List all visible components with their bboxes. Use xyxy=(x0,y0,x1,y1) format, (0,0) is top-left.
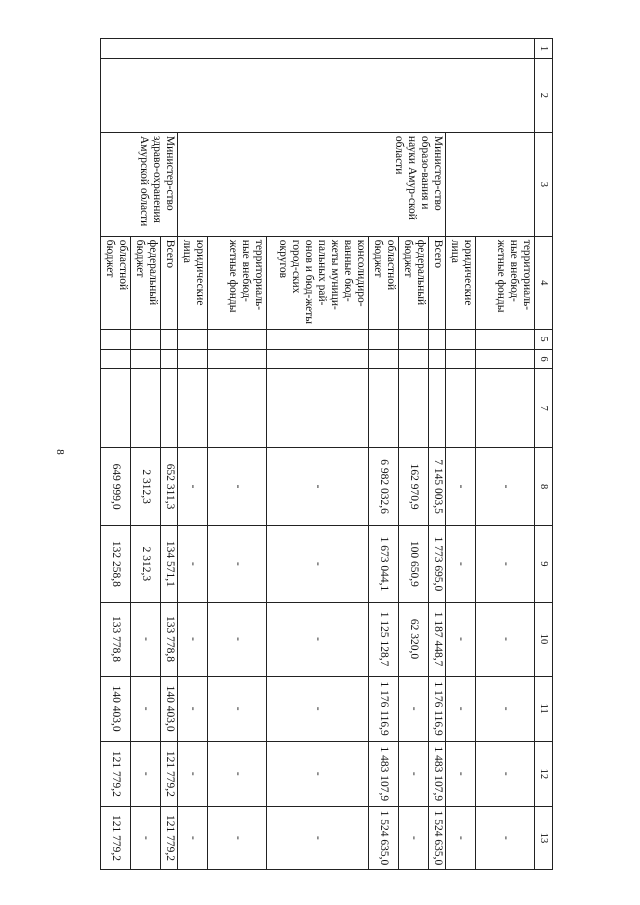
cell-empty xyxy=(476,369,535,447)
col-header: 1 xyxy=(535,39,553,59)
cell-value: - xyxy=(267,602,369,676)
budget-table xyxy=(100,38,553,870)
col-header: 13 xyxy=(535,806,553,869)
cell-value: 1 187 448,7 xyxy=(429,602,446,676)
table-row xyxy=(429,39,446,870)
cell-empty xyxy=(208,349,267,369)
cell-value: - xyxy=(267,806,369,869)
cell-empty xyxy=(177,369,207,447)
cell-col1 xyxy=(101,39,535,59)
cell-empty xyxy=(399,369,429,447)
cell-col2 xyxy=(101,58,535,132)
cell-value: - xyxy=(476,526,535,602)
cell-value: 132 258,8 xyxy=(101,526,131,602)
cell-source: Всего xyxy=(429,236,446,329)
col-header: 6 xyxy=(535,349,553,369)
cell-value: - xyxy=(208,676,267,741)
cell-value: - xyxy=(177,447,207,525)
cell-value: - xyxy=(267,741,369,806)
cell-value: - xyxy=(267,676,369,741)
col-header: 5 xyxy=(535,329,553,349)
cell-value: 1 483 107,9 xyxy=(429,741,446,806)
cell-value: - xyxy=(267,447,369,525)
cell-value: - xyxy=(177,806,207,869)
cell-value: 133 778,8 xyxy=(101,602,131,676)
cell-source: областной бюджет xyxy=(101,236,131,329)
cell-empty xyxy=(267,369,369,447)
cell-empty xyxy=(131,329,161,349)
cell-empty xyxy=(101,329,131,349)
cell-value: - xyxy=(476,741,535,806)
cell-value: 652 311,3 xyxy=(161,447,178,525)
cell-value: 6 982 032,6 xyxy=(369,447,399,525)
cell-empty xyxy=(161,329,178,349)
cell-empty xyxy=(161,349,178,369)
cell-empty xyxy=(446,329,476,349)
cell-empty xyxy=(131,349,161,369)
cell-empty xyxy=(177,349,207,369)
cell-empty xyxy=(429,349,446,369)
cell-value: - xyxy=(446,602,476,676)
cell-empty xyxy=(208,369,267,447)
cell-empty xyxy=(131,369,161,447)
cell-empty xyxy=(399,349,429,369)
cell-value: - xyxy=(399,741,429,806)
cell-source: федеральный бюджет xyxy=(399,236,429,329)
cell-value: - xyxy=(208,526,267,602)
col-header: 2 xyxy=(535,58,553,132)
cell-value: - xyxy=(208,447,267,525)
page-number: 8 xyxy=(54,449,66,455)
cell-value: - xyxy=(446,447,476,525)
rotated-table-wrapper xyxy=(100,38,553,870)
cell-value: 162 970,9 xyxy=(399,447,429,525)
cell-source: консолидиро-ванные бюд-жеты муници-пальных рай-онов и бюд-жеты город-ских округов xyxy=(267,236,369,329)
cell-empty xyxy=(101,369,131,447)
cell-value: 1 483 107,9 xyxy=(369,741,399,806)
cell-value: - xyxy=(131,676,161,741)
cell-value: - xyxy=(177,526,207,602)
table-row xyxy=(476,39,535,870)
table-frame xyxy=(100,38,553,870)
cell-value: - xyxy=(476,447,535,525)
col-header: 3 xyxy=(535,132,553,236)
cell-value: 121 779,2 xyxy=(161,806,178,869)
cell-value: 1 773 695,0 xyxy=(429,526,446,602)
cell-empty xyxy=(177,329,207,349)
col-header: 4 xyxy=(535,236,553,329)
cell-value: - xyxy=(476,806,535,869)
cell-source: Всего xyxy=(161,236,178,329)
cell-empty xyxy=(446,349,476,369)
cell-value: - xyxy=(177,741,207,806)
cell-agency xyxy=(446,132,535,236)
col-header: 9 xyxy=(535,526,553,602)
cell-value: 1 125 128,7 xyxy=(369,602,399,676)
cell-agency: Министер-ство здраво-охранения Амурской области xyxy=(101,132,178,236)
cell-value: 100 650,9 xyxy=(399,526,429,602)
cell-value: 1 524 635,0 xyxy=(369,806,399,869)
col-header: 11 xyxy=(535,676,553,741)
cell-empty xyxy=(476,349,535,369)
cell-empty xyxy=(161,369,178,447)
cell-value: 2 312,3 xyxy=(131,447,161,525)
cell-empty xyxy=(267,329,369,349)
cell-agency: Министер-ство образо-вания и науки Амур-ской области xyxy=(177,132,445,236)
cell-value: - xyxy=(177,602,207,676)
cell-value: - xyxy=(446,526,476,602)
cell-value: - xyxy=(208,806,267,869)
cell-empty xyxy=(369,329,399,349)
cell-value: - xyxy=(446,676,476,741)
cell-source: юридические лица xyxy=(446,236,476,329)
cell-value: 1 524 635,0 xyxy=(429,806,446,869)
header-row xyxy=(535,39,553,870)
cell-empty xyxy=(429,369,446,447)
cell-empty xyxy=(369,349,399,369)
cell-value: 140 403,0 xyxy=(101,676,131,741)
col-header: 10 xyxy=(535,602,553,676)
cell-value: 140 403,0 xyxy=(161,676,178,741)
cell-value: 121 779,2 xyxy=(101,741,131,806)
cell-empty xyxy=(476,329,535,349)
cell-value: 1 673 044,1 xyxy=(369,526,399,602)
cell-value: - xyxy=(446,741,476,806)
cell-source: территориаль-ные внебюд-жетные фонды xyxy=(208,236,267,329)
cell-value: 121 779,2 xyxy=(101,806,131,869)
col-header: 8 xyxy=(535,447,553,525)
cell-value: - xyxy=(131,741,161,806)
cell-empty xyxy=(208,329,267,349)
cell-source: областной бюджет xyxy=(369,236,399,329)
cell-value: - xyxy=(399,806,429,869)
cell-empty xyxy=(446,369,476,447)
cell-empty xyxy=(429,329,446,349)
cell-value: - xyxy=(131,806,161,869)
cell-value: - xyxy=(476,602,535,676)
cell-value: - xyxy=(267,526,369,602)
cell-empty xyxy=(369,369,399,447)
cell-value: - xyxy=(131,602,161,676)
cell-value: 7 145 003,5 xyxy=(429,447,446,525)
cell-value: 1 176 116,9 xyxy=(369,676,399,741)
cell-value: - xyxy=(208,602,267,676)
cell-value: 121 779,2 xyxy=(161,741,178,806)
cell-value: 62 320,0 xyxy=(399,602,429,676)
cell-value: 1 176 116,9 xyxy=(429,676,446,741)
cell-value: 134 571,1 xyxy=(161,526,178,602)
cell-empty xyxy=(101,349,131,369)
cell-source: территориаль-ные внебюд-жетные фонды xyxy=(476,236,535,329)
cell-value: 133 778,8 xyxy=(161,602,178,676)
cell-empty xyxy=(399,329,429,349)
cell-value: 649 999,0 xyxy=(101,447,131,525)
cell-source: федеральный бюджет xyxy=(131,236,161,329)
col-header: 12 xyxy=(535,741,553,806)
col-header: 7 xyxy=(535,369,553,447)
cell-empty xyxy=(267,349,369,369)
cell-value: - xyxy=(208,741,267,806)
cell-value: - xyxy=(399,676,429,741)
cell-value: 2 312,3 xyxy=(131,526,161,602)
cell-value: - xyxy=(476,676,535,741)
cell-source: юридические лица xyxy=(177,236,207,329)
cell-value: - xyxy=(446,806,476,869)
cell-value: - xyxy=(177,676,207,741)
table-row xyxy=(161,39,178,870)
